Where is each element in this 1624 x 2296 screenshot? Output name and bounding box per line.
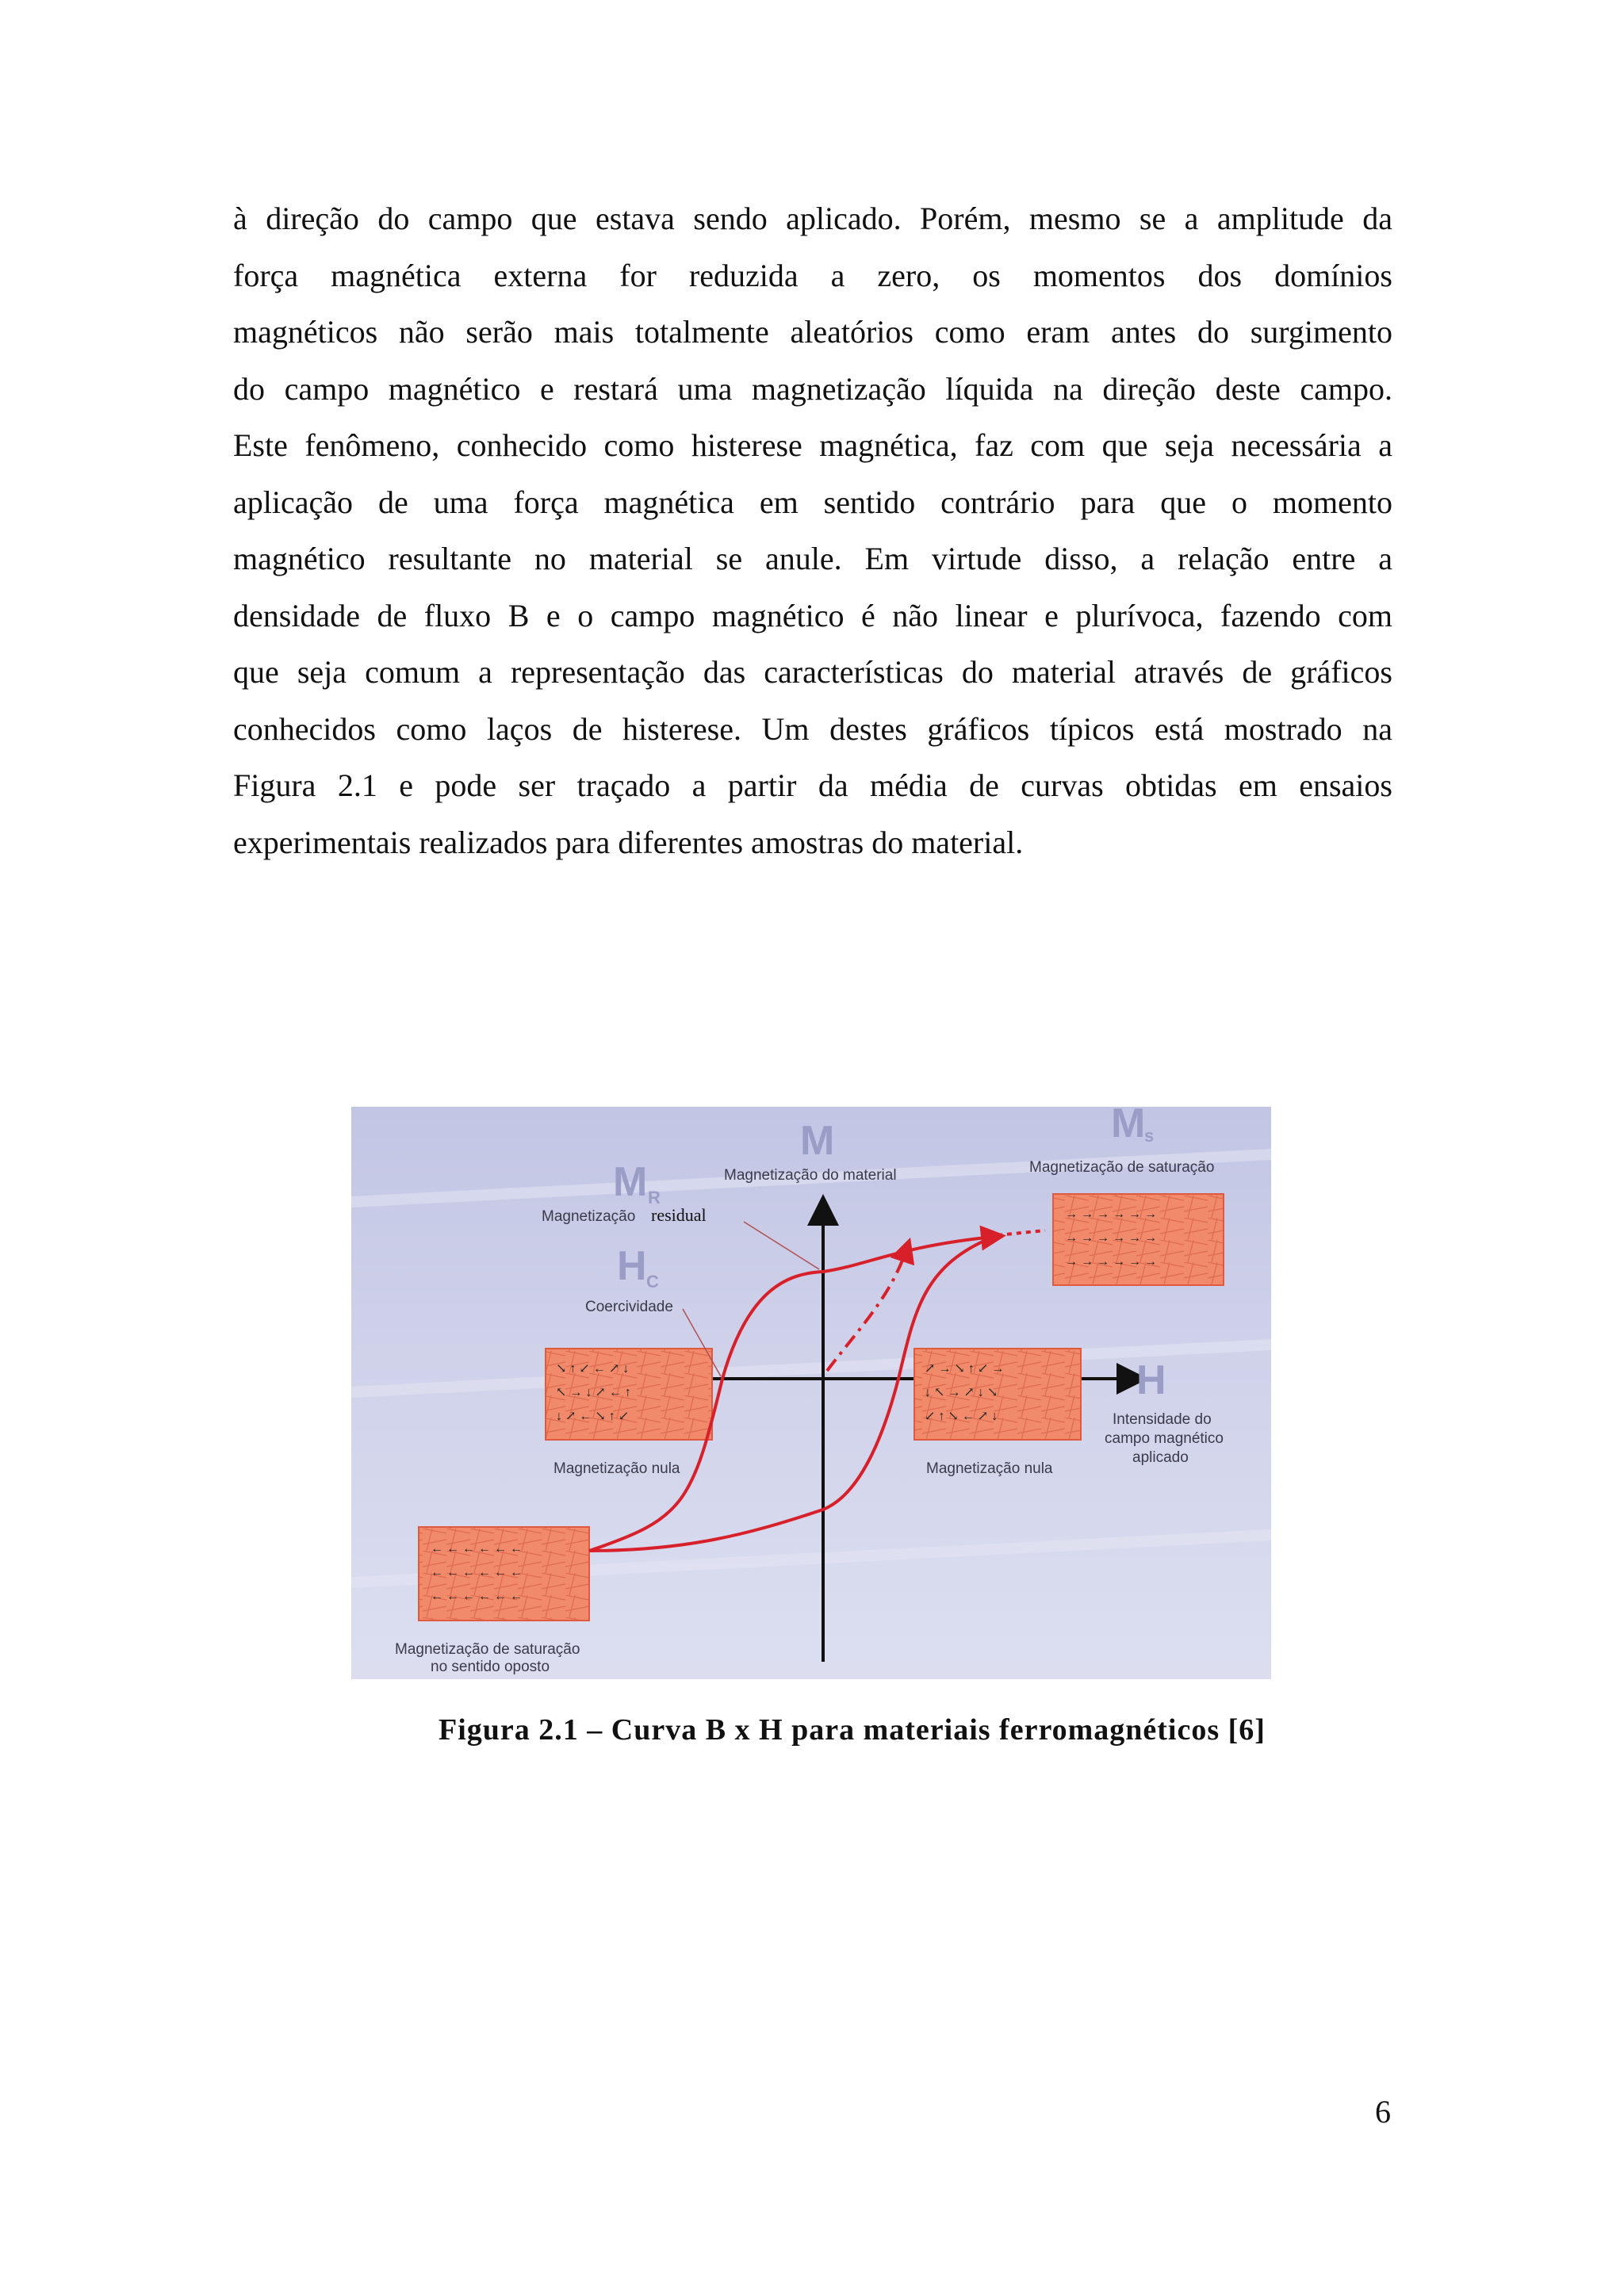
mr-leader — [744, 1222, 819, 1269]
mr-label-b: residual — [651, 1205, 707, 1225]
paragraph-line: magnéticos não serão mais totalmente aleatórios como eram antes do surgimento — [233, 314, 1392, 350]
m-label: Magnetização do material — [724, 1167, 897, 1184]
paragraph-line: magnético resultante no material se anule. Em virtude disso, a relação entre a — [233, 541, 1392, 576]
paragraph-line: Este fenômeno, conhecido como histerese magnética, faz com que seja necessária a — [233, 427, 1392, 463]
paragraph-line: experimentais realizados para diferentes amostras do material. — [233, 824, 1024, 860]
domain-block-saturation — [1053, 1194, 1224, 1285]
m-symbol: M — [800, 1118, 835, 1164]
svg-text:← ← ← ← ← ←: ← ← ← ← ← ← — [431, 1590, 523, 1603]
svg-text:↖ → ↓ ↗ ← ↑: ↖ → ↓ ↗ ← ↑ — [556, 1386, 631, 1399]
sat-opposite-label-1: Magnetização de saturação — [395, 1641, 580, 1658]
paragraph-line: que seja comum a representação das características do material através de gráficos — [233, 654, 1392, 690]
svg-text:← ← ← ← ← ←: ← ← ← ← ← ← — [431, 1566, 523, 1579]
null-label-right: Magnetização nula — [926, 1460, 1053, 1477]
svg-text:→ → → → → →: → → → → → → — [1065, 1255, 1157, 1269]
hc-subscript: C — [646, 1272, 659, 1292]
ms-subscript: s — [1144, 1126, 1155, 1146]
saturation-dotted-extension — [998, 1230, 1045, 1235]
paragraph-line: do campo magnético e restará uma magnetização líquida na direção deste campo. — [233, 370, 1392, 407]
mr-symbol: M — [613, 1159, 648, 1205]
ms-label: Magnetização de saturação — [1029, 1159, 1215, 1176]
h-label-line-2: campo magnético — [1105, 1430, 1224, 1447]
domain-block-saturation-opposite — [419, 1527, 589, 1621]
svg-text:→ → → → → →: → → → → → → — [1065, 1231, 1157, 1245]
svg-text:↗ → ↘ ↑ ↙ →: ↗ → ↘ ↑ ↙ → — [925, 1362, 1005, 1376]
svg-text:↓ ↖ → ↗ ↓ ↘: ↓ ↖ → ↗ ↓ ↘ — [925, 1386, 998, 1399]
paragraph-line: conhecidos como laços de histerese. Um destes gráficos típicos está mostrado na — [233, 710, 1392, 747]
domain-block-null-right — [914, 1349, 1081, 1440]
hc-symbol: H — [617, 1243, 647, 1289]
sat-opposite-label-2: no sentido oposto — [431, 1659, 550, 1675]
hysteresis-diagram — [351, 1107, 1271, 1679]
paragraph-line: aplicação de uma força magnética em sentido contrário para que o momento — [233, 484, 1392, 520]
page-number: 6 — [1375, 2094, 1391, 2130]
mr-label-a: Magnetização — [542, 1208, 636, 1225]
svg-text:↓ ↗ ← ↘ ↑ ↙: ↓ ↗ ← ↘ ↑ ↙ — [556, 1410, 630, 1423]
paragraph-line: força magnética externa for reduzida a zero, os momentos dos domínios — [233, 257, 1392, 293]
h-symbol: H — [1136, 1357, 1166, 1403]
null-label-left: Magnetização nula — [553, 1460, 680, 1477]
h-label-line-1: Intensidade do — [1113, 1411, 1212, 1428]
hc-label: Coercividade — [585, 1299, 673, 1315]
mr-subscript: R — [648, 1188, 661, 1207]
h-label-line-3: aplicado — [1132, 1449, 1189, 1466]
domain-block-null-left — [546, 1349, 712, 1440]
figure-caption: Figura 2.1 – Curva B x H para materiais ferromagnéticos [6] — [439, 1713, 1266, 1747]
body-paragraph — [233, 190, 1392, 871]
paragraph-line: densidade de fluxo B e o campo magnético é não linear e plurívoca, fazendo com — [233, 597, 1392, 633]
ms-symbol: M — [1111, 1107, 1146, 1146]
paragraph-line: à direção do campo que estava sendo aplicado. Porém, mesmo se a amplitude da — [233, 201, 1392, 236]
svg-text:↙ ↑ ↘ ← ↗ ↓: ↙ ↑ ↘ ← ↗ ↓ — [925, 1410, 998, 1423]
svg-text:← ← ← ← ← ←: ← ← ← ← ← ← — [431, 1542, 523, 1556]
svg-text:↘ ↑ ↙ ← ↗ ↓: ↘ ↑ ↙ ← ↗ ↓ — [556, 1362, 630, 1376]
hysteresis-figure — [351, 1107, 1271, 1679]
paragraph-line: Figura 2.1 e pode ser traçado a partir da média de curvas obtidas em ensaios — [233, 767, 1392, 803]
svg-text:→ → → → → →: → → → → → → — [1065, 1207, 1157, 1221]
